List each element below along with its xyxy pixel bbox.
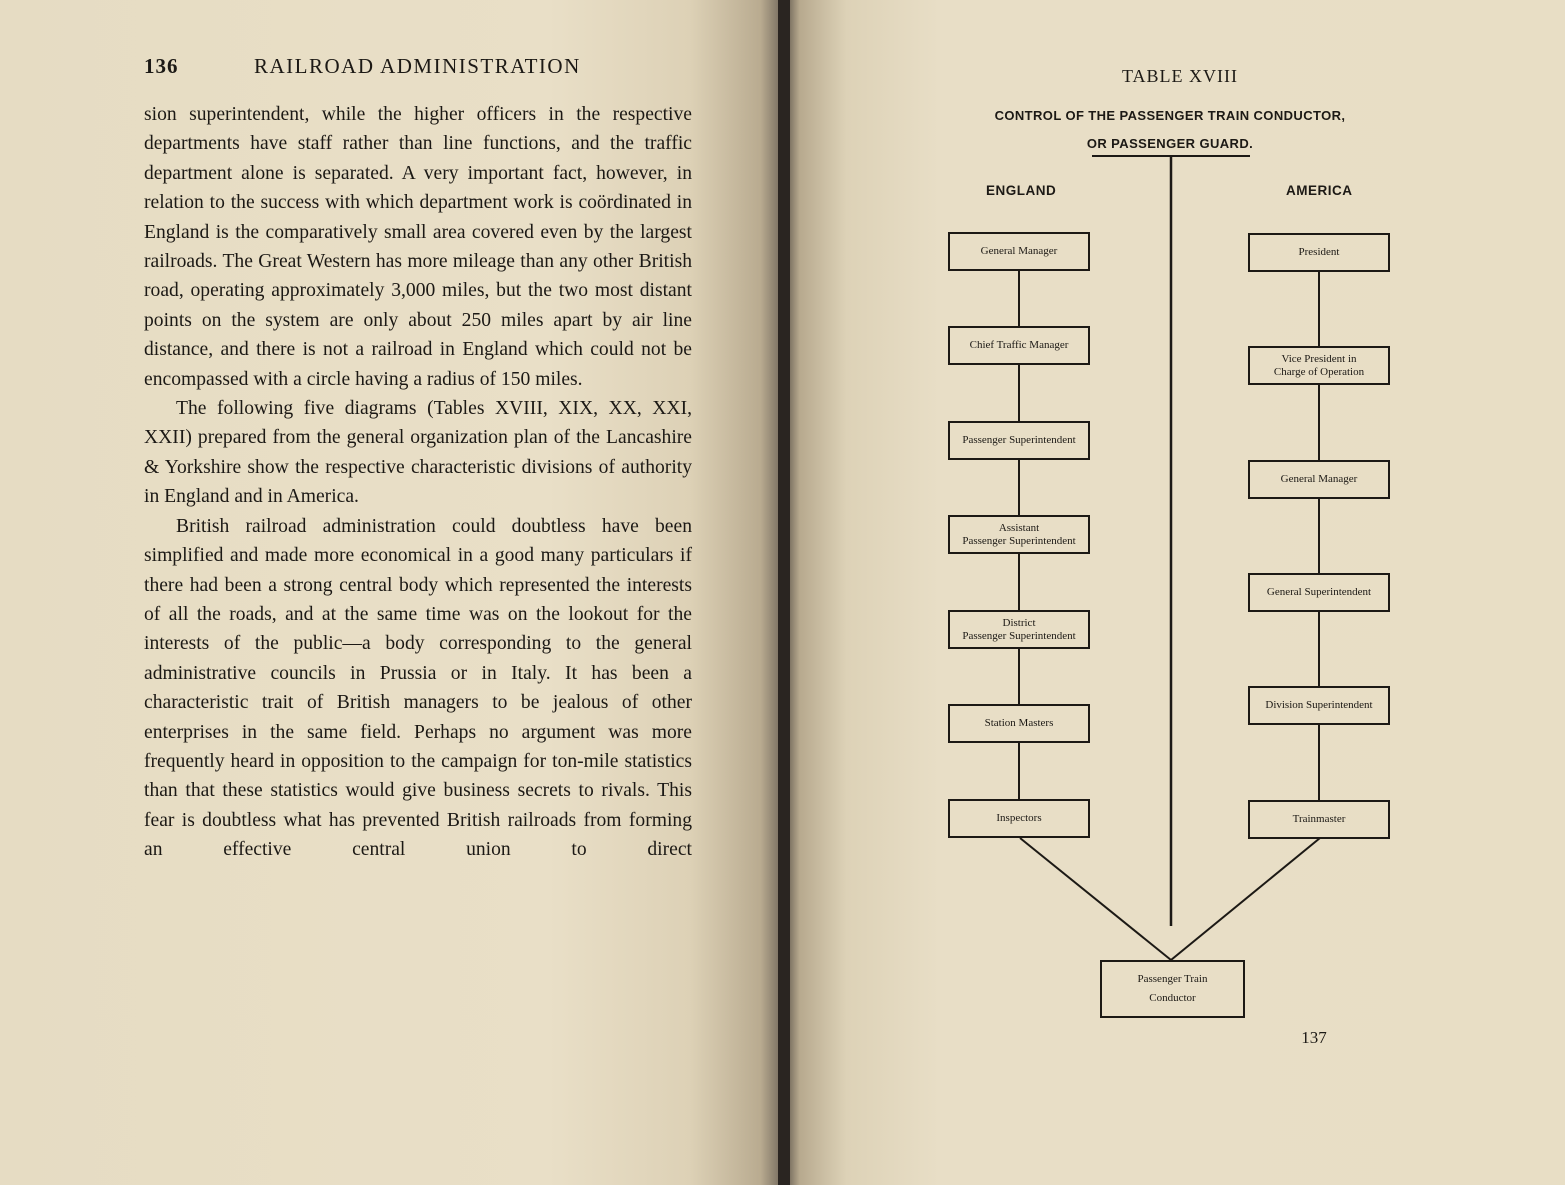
america-box-1-line-1: President xyxy=(1298,246,1340,258)
book-gutter xyxy=(778,0,790,1185)
america-box-5 xyxy=(1248,686,1390,725)
england-box-4-line-2: Passenger Superintendent xyxy=(962,534,1076,547)
america-box-1 xyxy=(1248,233,1390,272)
england-box-5-line-1: District xyxy=(1002,616,1036,629)
america-box-3 xyxy=(1248,460,1390,499)
england-box-7-line-1: Inspectors xyxy=(996,812,1042,824)
england-box-6-line-1: Station Masters xyxy=(984,717,1054,729)
england-connector-6 xyxy=(1018,743,1020,799)
body-text xyxy=(144,100,692,865)
conductor-box xyxy=(1100,960,1245,1018)
table-title: TABLE XVIII xyxy=(1121,66,1239,86)
america-box-3-line-1: General Manager xyxy=(1280,473,1358,485)
england-heading: ENGLAND xyxy=(986,183,1057,198)
america-connector-3 xyxy=(1318,499,1320,573)
page-number-right: 137 xyxy=(1301,1028,1327,1047)
america-box-4 xyxy=(1248,573,1390,612)
caption-line-2: OR PASSENGER GUARD. xyxy=(1086,136,1254,151)
america-connector-4 xyxy=(1318,612,1320,686)
england-box-3-line-1: Passenger Superintendent xyxy=(962,434,1076,446)
england-box-3 xyxy=(948,421,1090,460)
caption-line-1: CONTROL OF THE PASSENGER TRAIN CONDUCTOR, xyxy=(994,108,1346,123)
running-head xyxy=(144,54,694,79)
america-box-4-line-1: General Superintendent xyxy=(1266,586,1372,598)
england-box-7 xyxy=(948,799,1090,838)
conductor-line-2: Conductor xyxy=(1149,992,1196,1004)
america-connector-1 xyxy=(1318,272,1320,346)
america-box-2-line-1: Vice President in xyxy=(1281,352,1357,365)
america-connector-5 xyxy=(1318,725,1320,800)
running-title: RAILROAD ADMINISTRATION xyxy=(254,54,581,78)
england-connector-3 xyxy=(1018,460,1020,515)
conductor-line-1: Passenger Train xyxy=(1137,973,1208,985)
england-box-2 xyxy=(948,326,1090,365)
america-box-6 xyxy=(1248,800,1390,839)
america-box-5-line-1: Division Superintendent xyxy=(1265,699,1373,711)
england-connector-1 xyxy=(1018,271,1020,326)
america-box-2-line-2: Charge of Operation xyxy=(1273,365,1365,378)
america-heading: AMERICA xyxy=(1286,183,1353,198)
america-connector-2 xyxy=(1318,385,1320,460)
england-box-1 xyxy=(948,232,1090,271)
america-box-6-line-1: Trainmaster xyxy=(1292,813,1346,825)
paragraph-1: sion superintendent, while the higher officers in the respective departments have staff rather than line functions, and the traffic department alone is separated. A very important fact, however, in relation to the success with which department work is coördinated in England is the comparatively small area covered even by the largest railroads. The Great Western has more mileage than any other British road, operating approximately 3,000 miles, but the two most distant points on the system are only about 250 miles apart by air line distance, and there is not a railroad in England which could not be encompassed with a circle having a radius of 150 miles. xyxy=(144,104,692,390)
paragraph-2: The following five diagrams (Tables XVIII, XIX, XX, XXI, XXII) prepared from the general organization plan of the Lancashire & Yorkshire show the respective characteristic divisions of authority in England and in America. xyxy=(144,398,692,508)
england-connector-5 xyxy=(1018,649,1020,704)
england-box-1-line-1: General Manager xyxy=(980,245,1058,257)
england-connector-2 xyxy=(1018,365,1020,421)
england-connector-4 xyxy=(1018,554,1020,610)
america-box-2 xyxy=(1248,346,1390,385)
paragraph-3: British railroad administration could doubtless have been simplified and made more economical in a good many particulars if there had been a strong central body which represented the interests of all the roads, and at the same time was on the lookout for the interests of the public—a body corresponding to the general administrative councils in Prussia or in Italy. It has been a characteristic trait of British managers to be jealous of other enterprises in the same field. Perhaps no argument was more frequently heard in opposition to the campaign for ton-mile statistics than that these statistics would give business secrets to rivals. This fear is doubtless what has prevented British railroads from forming an effective central union to direct xyxy=(144,515,692,861)
page-number-left: 136 xyxy=(144,54,179,78)
england-box-5-line-2: Passenger Superintendent xyxy=(962,629,1076,642)
england-box-4 xyxy=(948,515,1090,554)
england-box-2-line-1: Chief Traffic Manager xyxy=(969,339,1069,351)
england-box-6 xyxy=(948,704,1090,743)
england-box-4-line-1: Assistant xyxy=(998,521,1040,534)
england-box-5 xyxy=(948,610,1090,649)
